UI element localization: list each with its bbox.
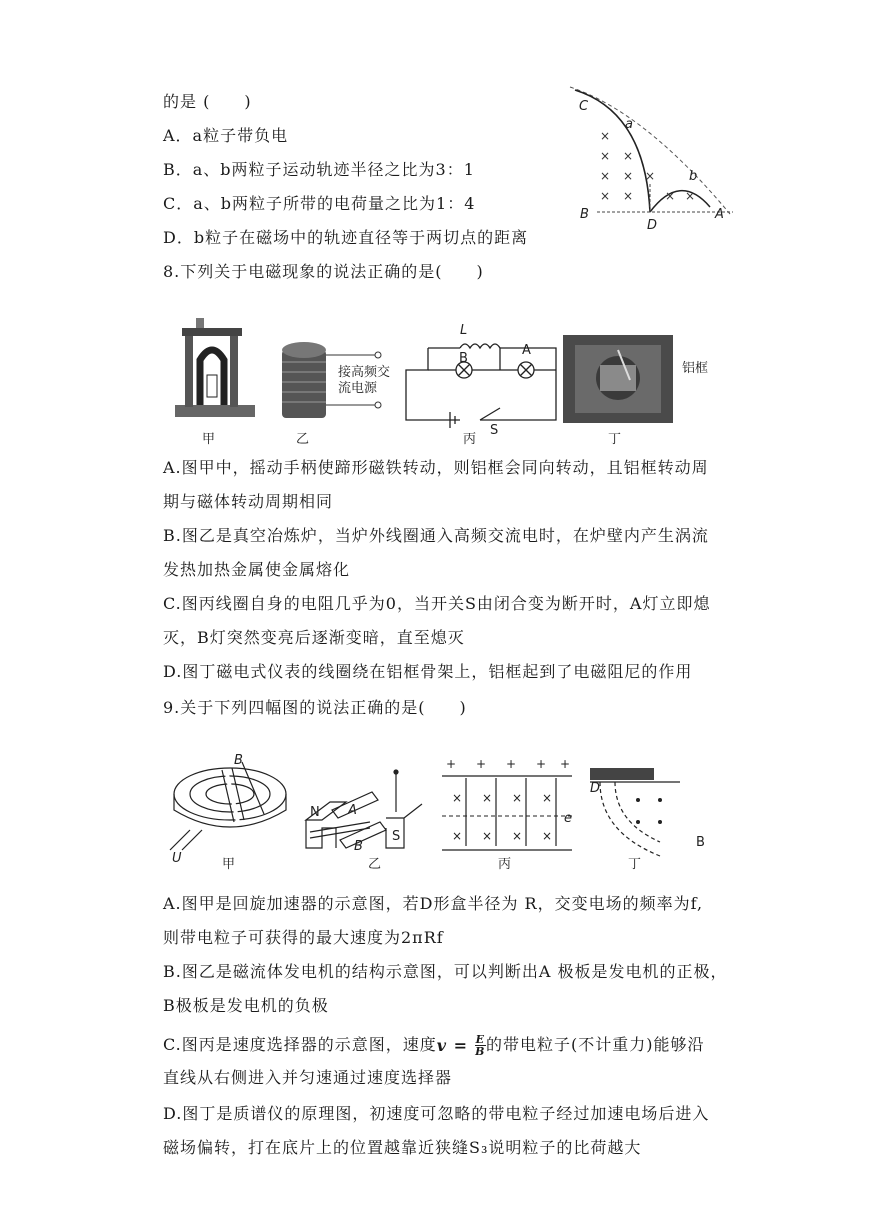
q8-caption-yi: 乙 — [296, 432, 310, 447]
svg-text:×: × — [623, 169, 634, 183]
q9-caption-ding: 丁 — [628, 857, 642, 870]
svg-text:×: × — [482, 829, 493, 843]
q9-option-c-suffix: 的带电粒子(不计重力)能够沿 — [486, 1035, 705, 1054]
q9-option-a-line2: 则带电粒子可获得的最大速度为2πRf — [163, 928, 444, 947]
q8-option-d: D.图丁磁电式仪表的线圈绕在铝框骨架上，铝框起到了电磁阻尼的作用 — [163, 662, 693, 681]
q8-option-b-line1: B.图乙是真空冶炼炉，当炉外线圈通入高频交流电时，在炉壁内产生涡流 — [163, 526, 709, 545]
q7-label-d: D — [647, 218, 658, 232]
q9-label-b-field: B — [234, 753, 243, 768]
q8-option-b-line2: 发热加热金属使金属熔化 — [163, 560, 351, 579]
q9-fig-yi — [306, 770, 422, 848]
svg-text:+: + — [476, 757, 487, 771]
q9-formula-v: v — [436, 1035, 448, 1055]
svg-text:×: × — [685, 189, 696, 203]
svg-text:×: × — [512, 829, 523, 843]
q8-caption-ding: 丁 — [608, 432, 622, 447]
svg-text:×: × — [542, 829, 553, 843]
svg-text:×: × — [452, 829, 463, 843]
q8-option-c-line2: 灭，B灯突然变亮后逐渐变暗，直至熄灭 — [163, 628, 465, 647]
svg-text:×: × — [623, 189, 634, 203]
q8-caption-jia: 甲 — [202, 432, 216, 447]
svg-text:+: + — [536, 757, 547, 771]
q9-caption-bing: 丙 — [498, 857, 512, 870]
q8-label-b-lamp: B — [459, 351, 468, 366]
q8-fig-ding-photo — [563, 335, 673, 423]
q7-label-a-point: A — [715, 207, 724, 222]
svg-text:+: + — [506, 757, 517, 771]
q8-label-s: S — [490, 423, 499, 438]
svg-text:+: + — [446, 757, 457, 771]
q9-option-c-formula: v = $\frac{E}{B}$ — [436, 1033, 486, 1058]
svg-text:×: × — [512, 791, 523, 805]
q9-caption-jia: 甲 — [222, 857, 236, 870]
q8-coil-note-2: 流电源 — [338, 381, 378, 396]
q9-option-c-line1 — [163, 1034, 705, 1057]
svg-text:×: × — [600, 129, 611, 143]
q7-option-a: A．a粒子带负电 — [163, 126, 289, 145]
q9-stem: 9.关于下列四幅图的说法正确的是( ) — [163, 698, 467, 717]
svg-text:×: × — [665, 189, 676, 203]
q8-label-a-lamp: A — [522, 343, 531, 358]
svg-text:×: × — [623, 149, 634, 163]
q9-option-c-line2: 直线从右侧进入并匀速通过速度选择器 — [163, 1068, 453, 1087]
q8-figures — [160, 310, 760, 452]
q9-option-b-line2: B极板是发电机的负极 — [163, 996, 329, 1015]
q9-label-u: U — [172, 851, 182, 866]
q9-option-d-line2: 磁场偏转，打在底片上的位置越靠近狭缝S₃说明粒子的比荷越大 — [163, 1138, 642, 1157]
q9-fig-bing — [442, 757, 572, 850]
svg-text:×: × — [645, 169, 656, 183]
svg-text:×: × — [452, 791, 463, 805]
q9-option-a-line1: A.图甲是回旋加速器的示意图，若D形盒半径为 R，交变电场的频率为f, — [163, 894, 704, 913]
q9-option-c-prefix: C.图丙是速度选择器的示意图，速度 — [163, 1035, 437, 1054]
q7-label-c: C — [579, 99, 589, 114]
q8-fig-jia — [175, 318, 255, 417]
q9-label-e: e — [564, 811, 572, 826]
q7-option-d: D．b粒子在磁场中的轨迹直径等于两切点的距离 — [163, 228, 529, 247]
q7-option-b: B．a、b两粒子运动轨迹半径之比为3：1 — [163, 160, 475, 179]
svg-text:×: × — [600, 169, 611, 183]
q9-fig-ding — [590, 768, 680, 856]
q7-magnetic-field-figure — [565, 82, 740, 232]
q9-label-n: N — [310, 805, 320, 820]
q7-label-a-particle: a — [625, 117, 633, 132]
q8-label-l: L — [460, 323, 468, 338]
q7-option-c: C．a、b两粒子所带的电荷量之比为1：4 — [163, 194, 476, 213]
q9-figures — [160, 752, 760, 870]
q9-label-a-plate: A — [348, 803, 357, 818]
q9-label-b-plate: B — [354, 839, 363, 854]
q9-formula-numerator: E — [475, 1033, 485, 1046]
q9-option-b-line1: B.图乙是磁流体发电机的结构示意图，可以判断出A 极板是发电机的正极， — [163, 962, 728, 981]
q8-option-a-line1: A.图甲中，摇动手柄使蹄形磁铁转动，则铝框会同向转动，且铝框转动周 — [163, 458, 709, 477]
q9-caption-yi: 乙 — [368, 857, 382, 870]
q9-answer-mark: B — [696, 835, 705, 850]
svg-text:+: + — [560, 757, 571, 771]
q8-caption-bing: 丙 — [463, 432, 477, 447]
svg-text:×: × — [542, 791, 553, 805]
q9-option-d-line1: D.图丁是质谱仪的原理图，初速度可忽略的带电粒子经过加速电场后进入 — [163, 1104, 710, 1123]
svg-text:×: × — [482, 791, 493, 805]
q9-label-d: D — [590, 781, 601, 796]
q7-stem-tail: 的是 ( ) — [163, 92, 252, 111]
q8-coil-note-1: 接高频交 — [338, 365, 391, 380]
q8-stem: 8.下列关于电磁现象的说法正确的是( ) — [163, 262, 484, 281]
q8-fig-yi — [282, 342, 390, 418]
q8-option-a-line2: 期与磁体转动周期相同 — [163, 492, 334, 511]
q8-label-frame: 铝框 — [682, 361, 709, 376]
q9-fig-jia — [170, 762, 286, 850]
q9-formula-denominator: B — [475, 1045, 486, 1058]
q7-label-b-particle: b — [689, 169, 698, 184]
q8-fig-bing — [406, 344, 556, 428]
svg-text:×: × — [600, 189, 611, 203]
q8-option-c-line1: C.图丙线圈自身的电阻几乎为0，当开关S由闭合变为断开时，A灯立即熄 — [163, 594, 711, 613]
q7-label-b-point: B — [580, 207, 589, 222]
q9-label-s: S — [392, 829, 401, 844]
svg-text:×: × — [600, 149, 611, 163]
